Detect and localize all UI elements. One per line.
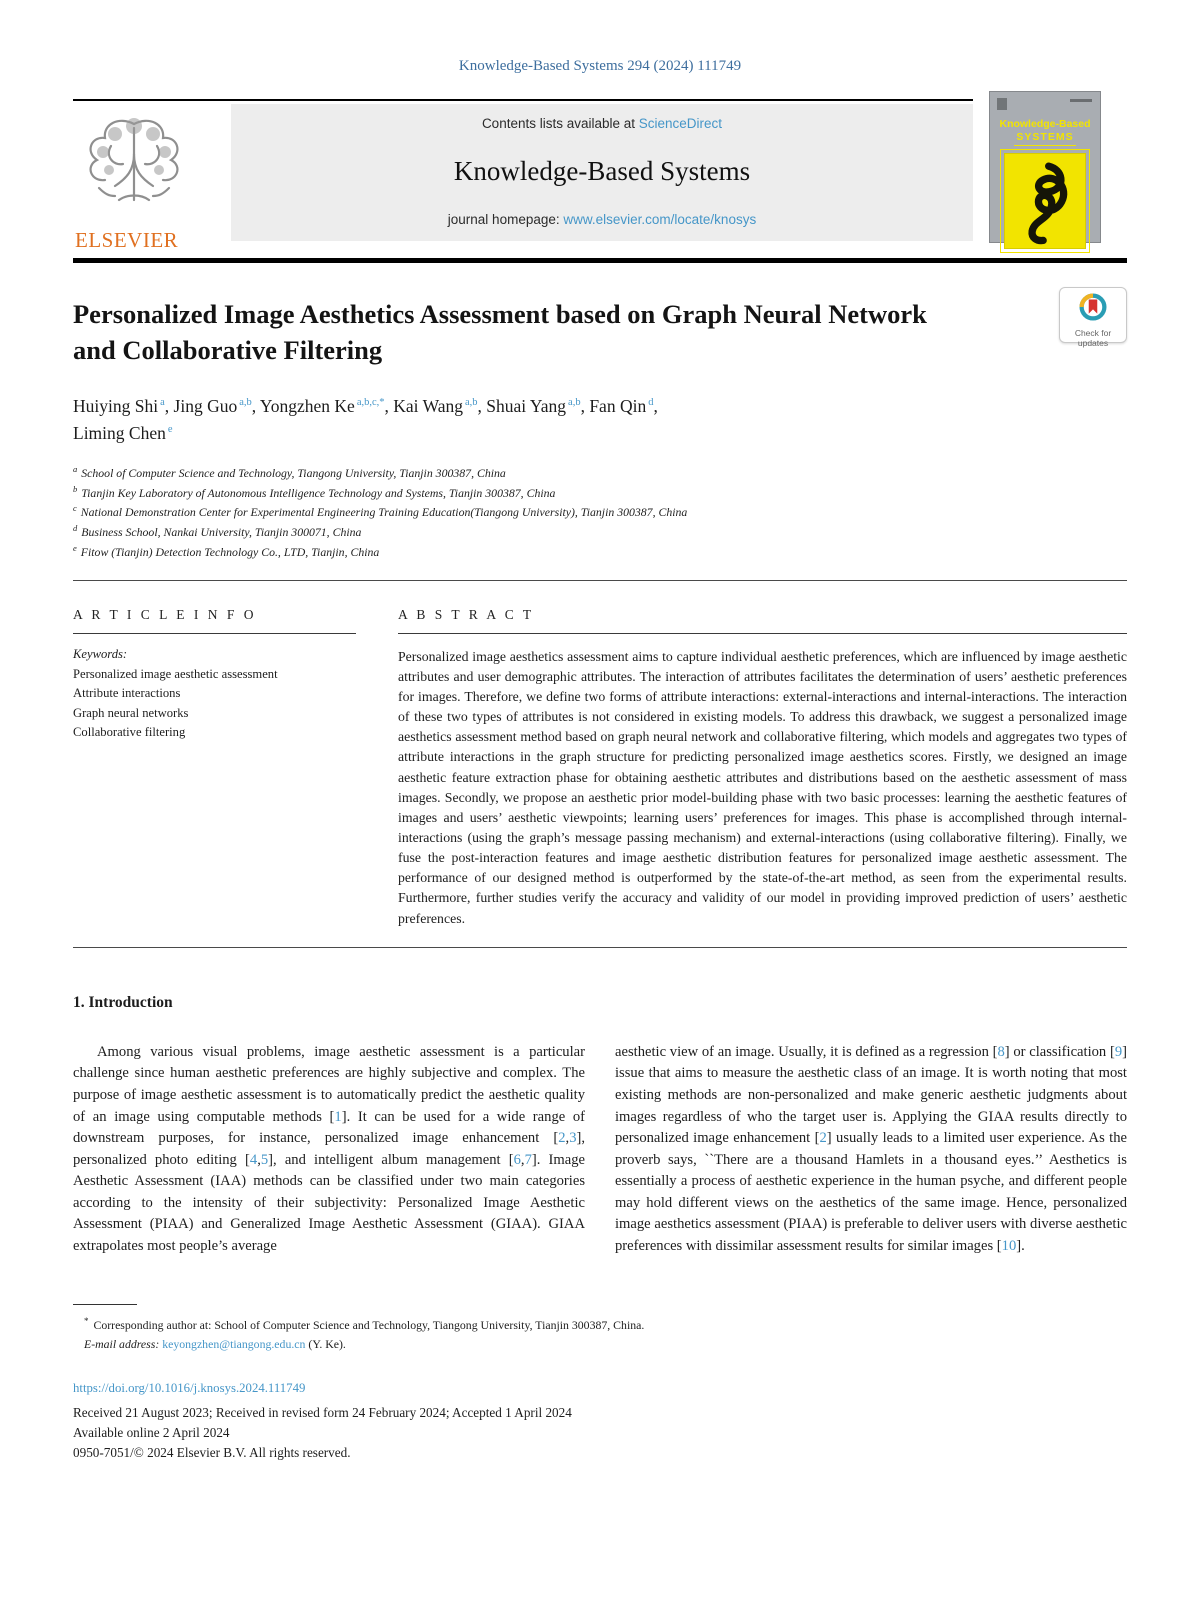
received-dates: Received 21 August 2023; Received in revised form 24 February 2024; Accepted 1 April 2024 — [73, 1404, 572, 1420]
text-segment: Among various visual problems, image aesthetic assessment is a particular challenge since human aesthetic preferences are highly subjective and complex. The purpose of image aesthetic assessment is to automatically predict the aesthetic quality of an image using computable methods [ — [73, 1043, 585, 1125]
header-divider-bar — [73, 258, 1127, 263]
affiliation — [73, 542, 1127, 562]
article-info-rule — [73, 633, 356, 634]
text-segment: Huiying Shi — [73, 395, 159, 416]
keyword: Attribute interactions — [73, 686, 181, 701]
text-segment: ] issue that aims to measure the aesthetic class of an image. It is worth noting that most existing methods are non-personalized and make generic aesthetic judgments about images regardless of who the target user is. Applying the GIAA results directly to personalized image enhancement [ — [615, 1043, 1127, 1147]
elsevier-wordmark: ELSEVIER — [75, 228, 179, 252]
text-segment: , Jing Guo — [164, 395, 238, 416]
footnote-block — [73, 1304, 1127, 1355]
cover-mini-logo — [997, 98, 1007, 110]
text-segment: d — [648, 396, 654, 408]
affiliation-marker: e — [73, 542, 77, 553]
text-segment: , Fan Qin — [580, 395, 647, 416]
check-updates-line2: updates — [1077, 337, 1109, 348]
text-segment: ]. Image Aesthetic Assessment (IAA) methods can be classified under two main categories according to the intensity of their subjectivity: Personalized Image Aesthetic Assessment (PIAA) and Generalized Image Aesthetic Assessment (GIAA). GIAA extrapolates most people’s average — [73, 1151, 586, 1255]
text-segment: ] usually leads to a limited user experience. As the proverb says, ``There are a thousand Hamlets in a thousand eyes.’’ Aesthetics is essentially a process of aesthetic experience in the human psyche, and different people may hold different views on the aesthetics of the same image. Hence, personalized image aesthetics assessment (PIAA) is preferable to deliver users with diverse aesthetic preferences with dissimilar assessment results for similar images [ — [615, 1130, 1127, 1255]
elsevier-tree-icon — [75, 108, 193, 226]
author-list — [73, 393, 1127, 447]
check-updates-icon — [1074, 290, 1112, 326]
text-segment: Liming Chen — [73, 422, 166, 443]
citation-link[interactable]: 10 — [1001, 1238, 1017, 1255]
introduction-heading: 1. Introduction — [73, 993, 173, 1011]
text-segment: Personalized Image Aesthetics Assessment based on Graph Neural Network — [73, 299, 927, 329]
text-segment: , — [653, 395, 658, 416]
header-left — [73, 99, 973, 253]
abstract-section — [398, 607, 1127, 929]
homepage-line — [241, 212, 963, 227]
citation-link[interactable]: 2 — [558, 1130, 566, 1147]
journal-banner — [231, 104, 973, 241]
text-link[interactable]: keyongzhen@tiangong.edu.cn — [162, 1337, 306, 1352]
text-segment: and Collaborative Filtering — [73, 334, 383, 365]
abstract-bottom-divider — [73, 947, 1127, 948]
affiliation — [73, 463, 1127, 483]
affiliation — [73, 502, 1127, 522]
copyright-line: 0950-7051/© 2024 Elsevier B.V. All rights reserved. — [73, 1445, 351, 1461]
affiliation — [73, 522, 1127, 542]
text-segment: a,b — [464, 396, 478, 408]
journal-cover-thumbnail[interactable] — [989, 91, 1101, 243]
body-columns — [73, 1042, 1127, 1258]
text-segment: e — [167, 423, 173, 435]
journal-title: Knowledge-Based Systems — [453, 156, 751, 186]
affiliation-text: School of Computer Science and Technology, Tiangong University, Tianjin 300387, China — [81, 465, 506, 480]
available-online: Available online 2 April 2024 — [73, 1424, 230, 1440]
text-segment: , — [257, 1151, 261, 1168]
citation-link[interactable]: 7 — [524, 1151, 532, 1168]
homepage-link[interactable]: www.elsevier.com/locate/knosys — [563, 212, 757, 227]
abstract-rule — [398, 633, 1127, 634]
text-segment: ], personalized photo editing [ — [73, 1130, 585, 1168]
contents-line — [241, 116, 963, 131]
cover-spiral-icon — [1009, 157, 1081, 245]
citation-link[interactable]: 3 — [569, 1130, 577, 1147]
affiliation-text: Fitow (Tianjin) Detection Technology Co., LTD, Tianjin, China — [80, 544, 380, 559]
contents-prefix: Contents lists available at — [481, 116, 639, 131]
doi-link[interactable]: https://doi.org/10.1016/j.knosys.2024.111749 — [73, 1380, 306, 1395]
check-updates-label — [1060, 329, 1126, 349]
text-segment: (Y. Ke). — [305, 1337, 346, 1352]
text-segment: , Kai Wang — [384, 395, 463, 416]
affiliation-text: Business School, Nankai University, Tianjin 300071, China — [81, 525, 362, 540]
affiliation-marker: b — [73, 483, 78, 494]
citation-link[interactable]: 5 — [260, 1151, 269, 1168]
cover-artwork — [1004, 153, 1086, 249]
abstract-heading: A B S T R A C T — [398, 606, 535, 622]
affiliation-text: Tianjin Key Laboratory of Autonomous Intelligence Technology and Systems, Tianjin 300387, China — [81, 485, 556, 500]
keywords-label: Keywords: — [73, 646, 128, 661]
citation-link[interactable]: 8 — [997, 1043, 1005, 1060]
journal-header — [73, 99, 1127, 253]
text-segment: , Yongzhen Ke — [251, 395, 355, 416]
citation-link[interactable]: 6 — [513, 1151, 521, 1168]
check-for-updates-badge[interactable] — [1059, 287, 1127, 348]
text-segment: a — [160, 396, 165, 408]
cover-title-line1: Knowledge-Based — [999, 118, 1091, 130]
sciencedirect-link[interactable]: ScienceDirect — [638, 116, 723, 131]
text-segment: , — [520, 1151, 525, 1168]
homepage-prefix: journal homepage: — [447, 212, 564, 227]
text-segment: E-mail address: — [84, 1337, 160, 1352]
check-updates-line1: Check for — [1074, 328, 1112, 338]
text-segment: a,b — [239, 396, 252, 408]
section-divider — [73, 580, 1127, 581]
cover-issn-mark — [1070, 99, 1092, 102]
cover-title — [997, 118, 1093, 146]
text-segment: Corresponding author at: School of Computer Science and Technology, Tiangong University, Tianjin 300387, China. — [90, 1317, 645, 1332]
citation-link[interactable]: 2 — [819, 1130, 827, 1147]
affiliation-marker: c — [73, 503, 77, 514]
keyword: Graph neural networks — [73, 705, 189, 720]
email-note — [73, 1335, 1127, 1354]
cover-title-line2: SYSTEMS — [1014, 131, 1075, 146]
text-segment: * — [84, 1315, 89, 1326]
text-segment: a,b — [568, 396, 581, 408]
affiliation-marker: a — [73, 463, 78, 474]
citation-link[interactable]: 4 — [249, 1151, 258, 1168]
text-segment: a,b,c,* — [356, 396, 385, 408]
citation-link[interactable]: 9 — [1114, 1043, 1123, 1060]
footer-block — [73, 1381, 1127, 1464]
text-segment: ] or classification [ — [1004, 1043, 1115, 1060]
text-segment: aesthetic view of an image. Usually, it is defined as a regression [ — [615, 1043, 998, 1060]
corresponding-author-note — [73, 1314, 1127, 1335]
article-info-heading: A R T I C L E I N F O — [73, 606, 257, 622]
intro-right-column — [615, 1042, 1127, 1258]
keyword: Personalized image aesthetic assessment — [73, 666, 278, 681]
footnote-rule — [73, 1304, 137, 1305]
abstract-text: Personalized image aesthetics assessment aims to capture individual aesthetic preferences, which are influenced by image aesthetic attributes and user demographic attributes. The interaction of attributes facilitates the determination of users’ aesthetic preferences for images. Therefore, we define two forms of attribute interactions: external-interactions and internal-interactions. The interaction of these two types of attributes is not considered in existing models. To address this drawback, we suggest a personalized image aesthetics assessment method based on graph neural network and collaborative filtering, which models and aggregates two types of attribute interactions in the graph structure for predicting personalized image aesthetics scores. Firstly, we designed an image aesthetic feature extraction phase for obtaining aesthetic attributes and distributions based on the aesthetic assessment of mass images. Secondly, we propose an aesthetic prior model-building phase with two basic processes: learning the aesthetic features of images and users’ aesthetic viewpoints; learning users’ preferences for images. This phase is accomplished through internal-interactions (using the graph’s message passing mechanism) and external-interactions (using collaborative filtering). Finally, we fuse the post-interaction features and image aesthetic distribution features for personalized image aesthetic assessment. The performance of our designed method is outperformed by the state-of-the-art method, as seen from the experimental results. Furthermore, further studies verify the accuracy and validity of our model in providing improved prediction of users’ aesthetic preferences. — [398, 648, 1127, 926]
affiliations — [73, 463, 1127, 562]
text-segment: , — [565, 1130, 570, 1147]
intro-left-column — [73, 1042, 585, 1258]
citation-link[interactable]: 1 — [334, 1108, 342, 1125]
article-title — [73, 297, 1003, 369]
article-info-section — [73, 607, 356, 929]
text-segment: ]. — [1016, 1238, 1025, 1255]
affiliation-marker: d — [73, 523, 78, 534]
text-segment: ]. It can be used for a wide range of downstream purposes, for instance, personalized image enhancement [ — [73, 1108, 586, 1147]
keyword: Collaborative filtering — [73, 725, 186, 740]
affiliation — [73, 483, 1127, 503]
affiliation-text: National Demonstration Center for Experimental Engineering Training Education(Tiangong University), Tianjin 300387, China — [80, 505, 688, 520]
journal-reference: Knowledge-Based Systems 294 (2024) 111749 — [458, 58, 742, 74]
text-segment: , Shuai Yang — [477, 395, 567, 416]
text-segment: ], and intelligent album management [ — [268, 1151, 514, 1168]
elsevier-logo — [73, 104, 231, 253]
